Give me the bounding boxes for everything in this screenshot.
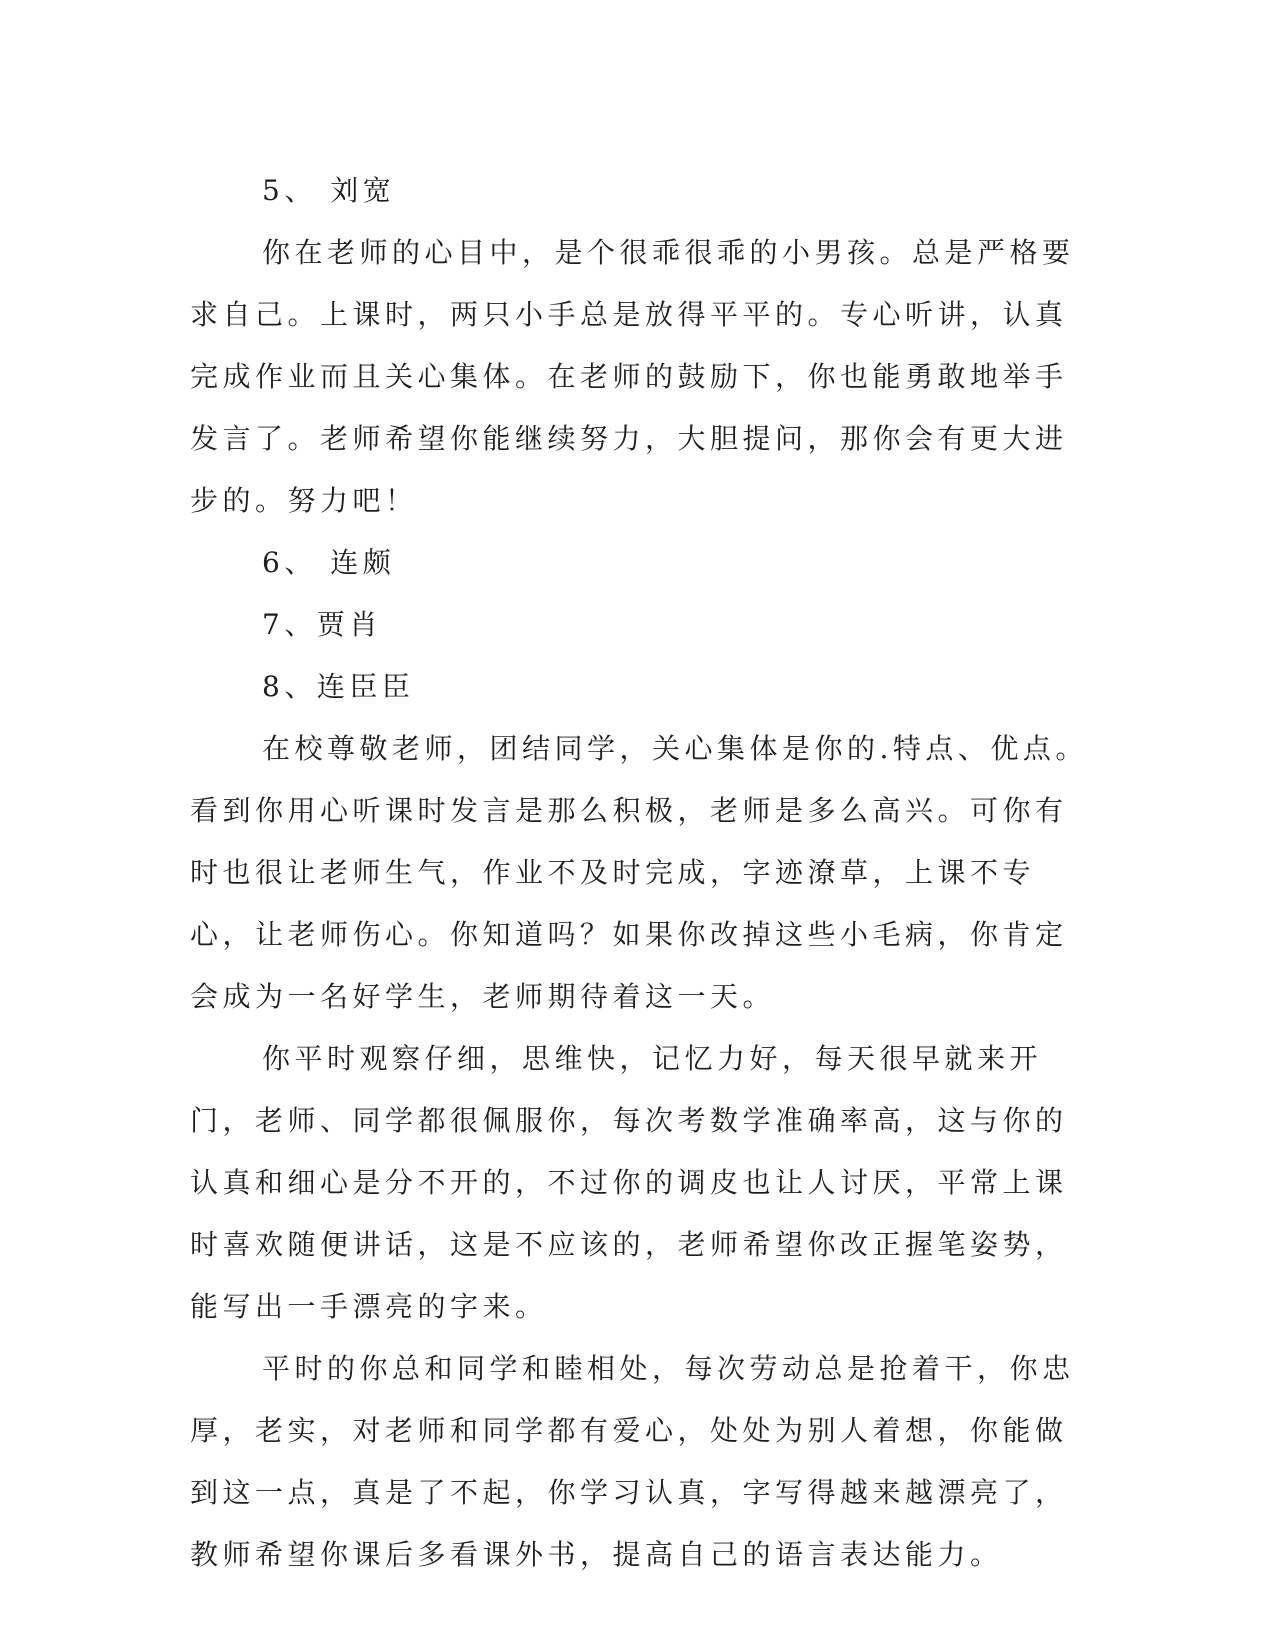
student-heading-lian-chenchen: 8、连臣臣 <box>262 670 415 703</box>
comment-paragraph: 平时的你总和同学和睦相处，每次劳动总是抢着干，你忠厚，老实，对老师和同学都有爱心，处处为别人着想，你能做到这一点，真是了不起，你学习认真，字写得越来越漂亮了，教师希望你课后多看课外书，提高自己的语言表达能力。 <box>190 1352 1075 1571</box>
student-heading-jia-xiao: 7、贾肖 <box>262 608 382 641</box>
student-heading-lian-po: 6、 连颇 <box>262 546 396 579</box>
comment-paragraph: 你平时观察仔细，思维快，记忆力好，每天很早就来开门，老师、同学都很佩服你，每次考数学准确率高，这与你的认真和细心是分不开的，不过你的调皮也让人讨厌，平常上课时喜欢随便讲话，这是不应该的，老师希望你改正握笔姿势，能写出一手漂亮的字来。 <box>190 1042 1068 1323</box>
comment-paragraph: 在校尊敬老师，团结同学，关心集体是你的.特点、优点。看到你用心听课时发言是那么积极，老师是多么高兴。可你有时也很让老师生气，作业不及时完成，字迹潦草，上课不专心，让老师伤心。你知道吗？如果你改掉这些小毛病，你肯定会成为一名好学生，老师期待着这一天。 <box>190 732 1088 1013</box>
comment-paragraph: 你在老师的心目中，是个很乖很乖的小男孩。总是严格要求自己。上课时，两只小手总是放得平平的。专心听讲，认真完成作业而且关心集体。在老师的鼓励下，你也能勇敢地举手发言了。老师希望你能继续努力，大胆提问，那你会有更大进步的。努力吧！ <box>190 236 1075 517</box>
student-heading-liu-kuan: 5、 刘宽 <box>262 174 396 207</box>
document-body <box>190 160 1090 1586</box>
